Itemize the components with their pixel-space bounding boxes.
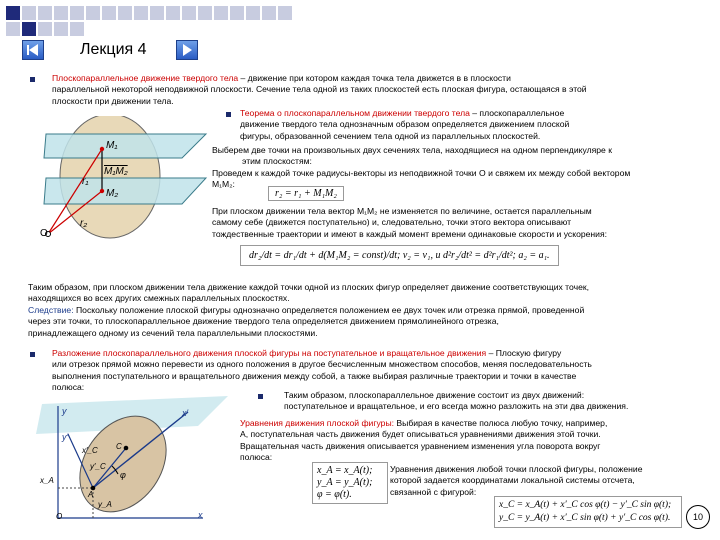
intro-paragraph <box>52 73 712 107</box>
decorative-grid <box>0 0 300 40</box>
conclusion-line: через эти точки, то плоскопараллельное движение твердого тела определяется движением прямолинейного отрезка, <box>28 316 499 327</box>
formula-xa: x_A = x_A(t); <box>317 465 373 476</box>
label-a: A <box>88 490 94 499</box>
bullet-icon <box>30 352 35 357</box>
label-yc: y′_C <box>90 462 106 471</box>
decomposition-line: полюса: <box>52 382 85 393</box>
label-xa: x_A <box>40 476 54 485</box>
choose-line: Проведем к каждой точке радиусы-векторы из неподвижной точки O и свяжем их между собой вектором <box>212 167 631 178</box>
conclusion-line: Поскольку положение плоской фигуры однозначно определяется положением ее двух точек или отрезка прямой, проведенной <box>73 304 585 315</box>
label-o: O <box>40 228 48 239</box>
equations-line: Вращательная часть движения описывается уравнением изменения угла поворота вокруг <box>240 440 601 451</box>
label-vec: M₁M₂ <box>104 166 128 177</box>
equations-paragraph <box>240 418 715 464</box>
theorem-title: Теорема о плоскопараллельном движении твердого тела <box>240 108 470 118</box>
decomposition-line: или отрезок прямой можно перевести из одного положения в другое бесчисленным множеством способов, меняя последовательность <box>52 359 592 370</box>
motion-line: тождественные траектории и имеют в каждый момент времени одинаковые скорости и ускорения: <box>212 228 608 239</box>
label-y: y <box>62 406 67 416</box>
label-r2: r₂ <box>80 218 88 229</box>
decomposition-title: Разложение плоскопараллельного движения плоской фигуры на поступательное и вращательное движения <box>52 348 487 358</box>
intro-line: плоскости при движении тела. <box>52 95 174 106</box>
label-ya: y_A <box>98 500 112 509</box>
label-m2: M₂ <box>106 188 119 199</box>
intro-rest: – движение при котором каждая точка тела движется в в плоскости <box>238 73 511 83</box>
conclusion-paragraph <box>28 282 713 339</box>
any-point-line: связанной с фигурой: <box>390 486 477 497</box>
conclusion-line: находящихся во всех других смежных параллельных плоскостях. <box>28 293 290 304</box>
parallel-planes-diagram <box>40 116 210 246</box>
choose-line: этим плоскостям: <box>242 156 312 167</box>
page-number: 10 <box>692 512 703 522</box>
equations-line: полюса: <box>240 452 273 463</box>
label-r1: r₁ <box>82 176 89 187</box>
formula-r2: r₂ = r₁ + M₁M₂ <box>268 186 344 201</box>
label-xc: x′_C <box>82 446 98 455</box>
formula-point-motion <box>494 496 682 528</box>
bullet-icon <box>30 77 35 82</box>
choose-line: M₁M₂: <box>212 179 235 190</box>
label-phi: φ <box>120 470 126 480</box>
label-xp: x′ <box>182 408 189 418</box>
motion-paragraph <box>212 206 712 240</box>
previous-slide-button[interactable] <box>22 40 44 60</box>
formula-xc: x_C = x_A(t) + x′_C cos φ(t) − y′_C sin φ(t); <box>499 500 672 510</box>
decomposition-rest: – Плоскую фигуру <box>486 348 562 358</box>
any-point-line: которой задается координатами локальной системы отсчета, <box>390 475 635 486</box>
theorem-paragraph <box>240 108 710 142</box>
conclusion-line: принадлежащего одному из сечений тела параллельными плоскостями. <box>28 327 318 338</box>
page-number-badge <box>686 505 710 529</box>
decomposition-paragraph <box>52 348 714 394</box>
any-point-line: Уравнения движения любой точки плоской фигуры, положение <box>390 464 643 474</box>
motion-line: самому себе (движется поступательно) и, следовательно, точки этого вектора описывают <box>212 217 572 228</box>
formula-velocities: dr₂/dt = dr₁/dt + d(M₁M₂ = const)/dt; v₂ = v₁, и d²r₂/dt² = d²r₁/dt²; a₂ = a₁. <box>240 245 559 266</box>
formula-phi: φ = φ(t). <box>317 489 352 500</box>
conclusion-line: Таким образом, при плоском движении тела движение каждой точки одной из плоских фигур определяет движение соответствующих точек, <box>28 282 590 292</box>
bullet-icon <box>258 394 263 399</box>
any-point-paragraph <box>390 464 710 498</box>
summary-paragraph <box>284 390 714 413</box>
summary-line: поступательное и вращательное, и его всегда можно разложить на эти два движения. <box>284 401 629 412</box>
equations-title: Уравнения движения плоской фигуры: <box>240 418 395 428</box>
equations-rest: Выбирая в качестве полюса любую точку, например, <box>394 418 608 428</box>
formula-ya: y_A = y_A(t); <box>317 477 373 488</box>
formula-yc: y_C = y_A(t) + x′_C sin φ(t) + y′_C cos φ(t). <box>499 513 671 523</box>
page-title: Лекция 4 <box>80 41 147 58</box>
label-m1: M₁ <box>106 140 118 151</box>
coordinate-frame-diagram <box>28 392 233 524</box>
intro-line: параллельной некоторой неподвижной плоскости. Сечение тела одной из таких плоскостей есть плоская фигура, остающаяся в этой <box>52 84 587 95</box>
label-c: C <box>116 442 122 451</box>
summary-line: Таким образом, плоскопараллельное движение состоит из двух движений: <box>284 390 585 400</box>
motion-line: При плоском движении тела вектор M₁M₂ не изменяется по величине, остается параллельным <box>212 206 592 216</box>
theorem-rest: – плоскопараллельное <box>469 108 565 118</box>
choose-paragraph <box>212 145 712 191</box>
next-slide-button[interactable] <box>176 40 198 60</box>
formula-pole-motion <box>312 462 388 504</box>
decomposition-line: выполнения поступательного и вращательного движения между собой, а также выбирая различные траектории и точки в качестве <box>52 370 577 381</box>
corollary-label: Следствие: <box>28 304 74 315</box>
choose-line: Выберем две точки на произвольных двух сечениях тела, находящиеся на одном перпендикуляре к <box>212 145 612 155</box>
bullet-icon <box>226 112 231 117</box>
theorem-line: движение твердого тела однозначным образом определяется движением плоской <box>240 119 570 130</box>
label-yp: y′ <box>62 432 69 442</box>
intro-term: Плоскопараллельное движение твердого тела <box>52 73 239 83</box>
theorem-line: фигуры, образованной сечением тела одной из параллельных плоскостей. <box>240 130 541 141</box>
equations-line: A, поступательная часть движения будет описываться уравнениями движения этой точки. <box>240 429 601 440</box>
skip-back-icon <box>23 41 43 59</box>
label-x: x <box>198 510 203 520</box>
label-o2: O <box>56 512 63 521</box>
play-icon <box>177 41 197 59</box>
